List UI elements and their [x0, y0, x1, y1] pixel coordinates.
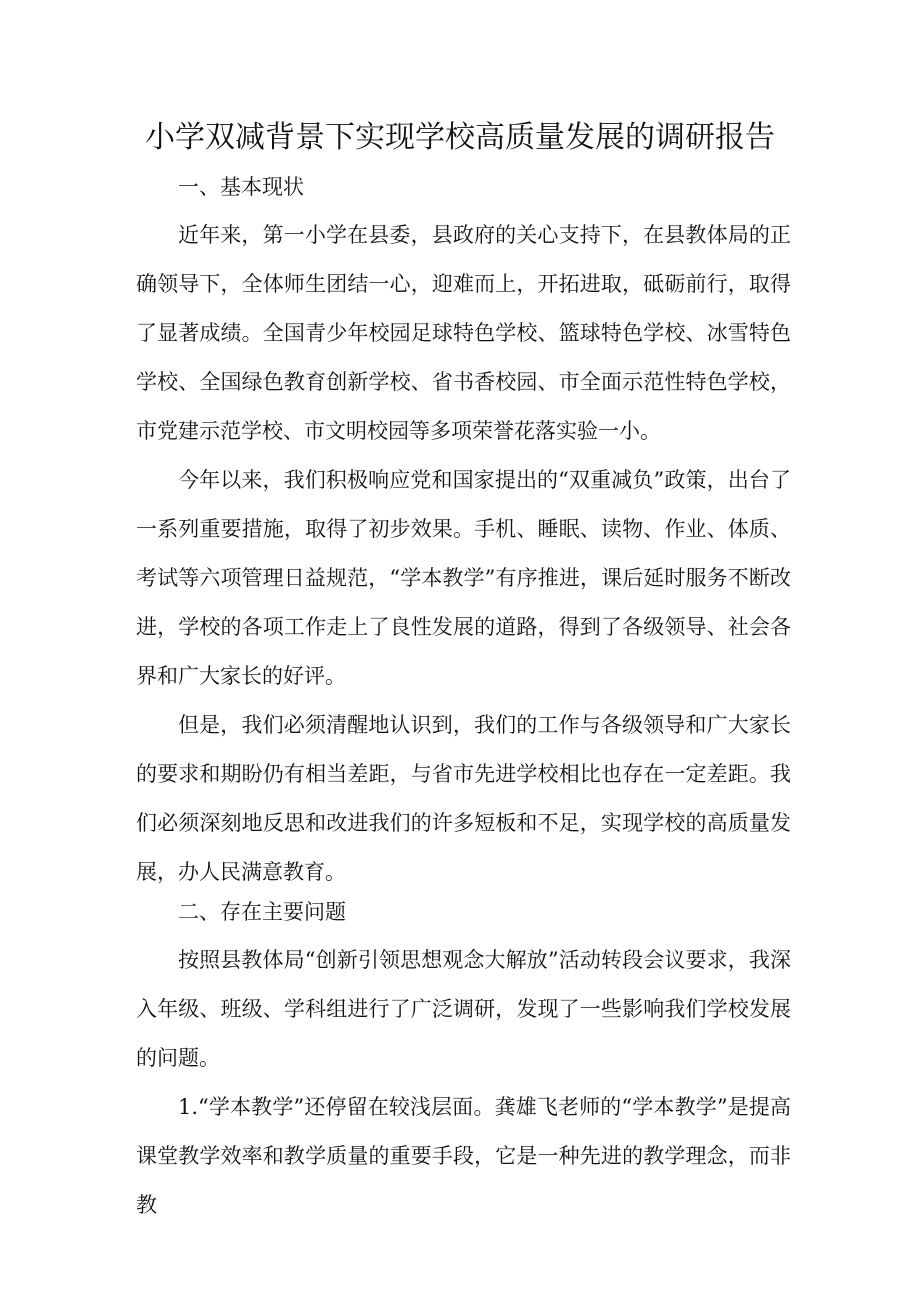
paragraph-2: 今年以来，我们积极响应党和国家提出的“双重减负”政策，出台了一系列重要措施，取得了初步效果。手机、睡眠、读物、作业、体质、考试等六项管理日益规范，“学本教学”有序推进，课后延时服务不断改进，学校的各项工作走上了良性发展的道路，得到了各级领导、社会各界和广大家长的好评。	[136, 468, 791, 688]
paragraph-1: 近年来，第一小学在县委，县政府的关心支持下，在县教体局的正确领导下，全体师生团结一心，迎难而上，开拓进取，砥砺前行，取得了显著成绩。全国青少年校园足球特色学校、篮球特色学校、冰雪特色学校、全国绿色教育创新学校、省书香校园、市全面示范性特色学校，市党建示范学校、市文明校园等多项荣誉花落实验一小。	[136, 223, 791, 443]
section-heading-1: 一、基本现状	[178, 175, 304, 199]
section-heading-2: 二、存在主要问题	[178, 900, 346, 924]
paragraph-4: 按照县教体局“创新引领思想观念大解放”活动转段会议要求，我深入年级、班级、学科组进行了广泛调研，发现了一些影响我们学校发展的问题。	[136, 948, 791, 1070]
document-title: 小学双减背景下实现学校高质量发展的调研报告	[145, 120, 775, 155]
paragraph-5: 1.“学本教学”还停留在较浅层面。龚雄飞老师的“学本教学”是提高课堂教学效率和教学质量的重要手段，它是一种先进的教学理念，而非教	[136, 1095, 791, 1217]
paragraph-3: 但是，我们必须清醒地认识到，我们的工作与各级领导和广大家长的要求和期盼仍有相当差距，与省市先进学校相比也存在一定差距。我们必须深刻地反思和改进我们的许多短板和不足，实现学校的高质量发展，办人民满意教育。	[136, 713, 791, 884]
